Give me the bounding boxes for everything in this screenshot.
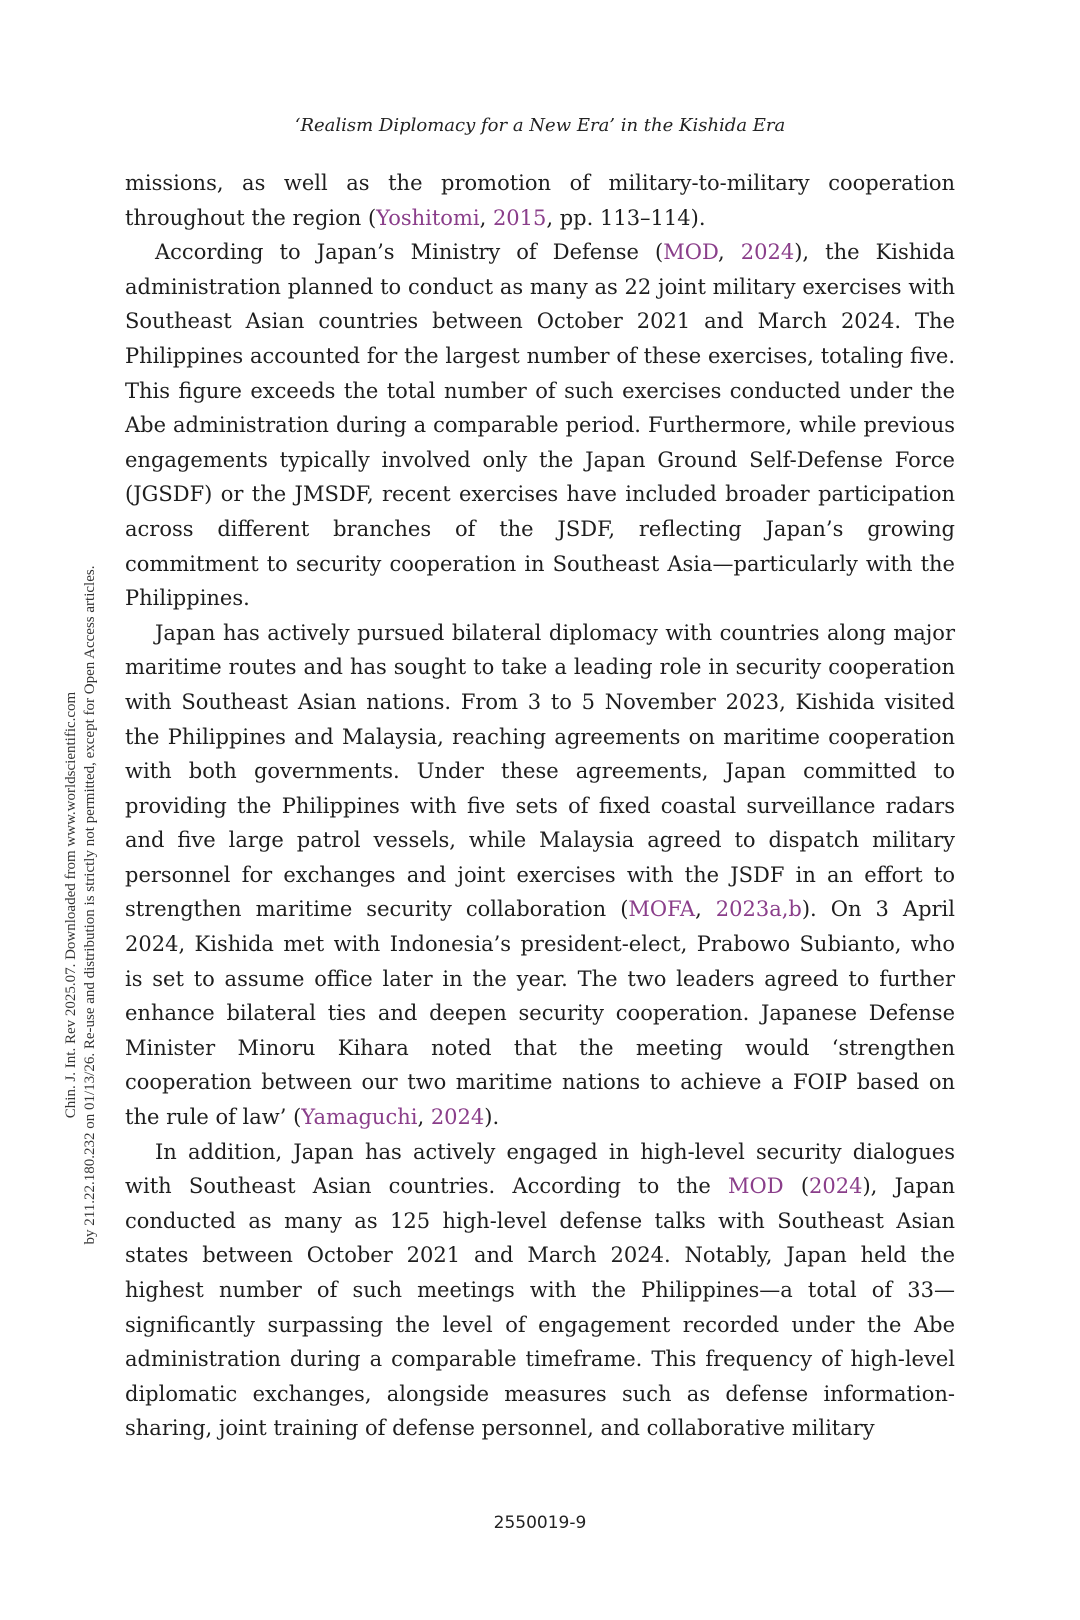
- running-head: ‘Realism Diplomacy for a New Era’ in the Kishida Era: [294, 115, 786, 136]
- paragraph-1: [125, 166, 955, 235]
- citation-link[interactable]: MOD: [728, 1174, 784, 1199]
- citation-link[interactable]: Yoshitomi: [376, 205, 480, 230]
- download-notice: [62, 405, 100, 1405]
- paragraph-text: ), the Kishida administration planned to conduct as many as 22 joint military exercises with Southeast Asian countries between October 2021 and March 2024. The Philippines accounted for the largest number of these exercises, totaling five. This figure exceeds the total number of such exercises conducted under the Abe administration during a comparable period. Furthermore, while previous engagements typically involved only the Japan Ground Self-Defense Force (JGSDF) or the JMSDF, recent exercises have included broader participation across different branches of the JSDF, reflecting Japan’s growing commitment to security cooperation in Southeast Asia—particularly with the Philippines.: [125, 240, 956, 611]
- paragraph-text: Japan has actively pursued bilateral diplomacy with countries along major maritime routes and has sought to take a leading role in security cooperation with Southeast Asian nations. From 3 to 5 November 2023, Kishida visited the Philippines and Malaysia, reaching agreements on maritime cooperation with both governments. Under these agreements, Japan committed to providing the Philippines with five sets of fixed coastal surveillance radars and five large patrol vessels, while Malaysia agreed to dispatch military personnel for exchanges and joint exercises with the JSDF in an effort to strengthen maritime security collaboration (: [125, 620, 955, 922]
- citation-link[interactable]: Yamaguchi: [301, 1105, 418, 1130]
- paragraph-text: ,: [479, 205, 493, 230]
- paragraph-text: ).: [484, 1105, 500, 1130]
- citation-link[interactable]: 2024: [740, 240, 795, 265]
- article-body: [125, 166, 955, 1446]
- paragraph-text: In addition, Japan has actively engaged in high-level security dialogues with Southeast Asian countries. According to the: [125, 1139, 955, 1199]
- paragraph-text: ,: [718, 240, 741, 265]
- citation-link[interactable]: 2024: [809, 1174, 863, 1199]
- paragraph-text: missions, as well as the promotion of military-to-military cooperation throughout the region (: [125, 171, 955, 230]
- page-number: 2550019-9: [493, 1513, 587, 1533]
- paragraph-text: (: [783, 1174, 810, 1199]
- citation-link[interactable]: MOD: [663, 240, 719, 265]
- paragraph-3: [125, 616, 955, 1135]
- paragraph-text: ,: [695, 897, 716, 922]
- citation-link[interactable]: MOFA: [628, 897, 696, 922]
- download-notice-line-2: by 211.22.180.232 on 01/13/26. Re-use and distribution is strictly not permitted, except for Open Access articles.: [82, 565, 98, 1245]
- paragraph-text: , pp. 113–114).: [546, 205, 706, 230]
- download-notice-line-1: Chin. J. Int. Rev 2025.07. Downloaded from www.worldscientific.com: [63, 691, 79, 1119]
- paragraph-text: ,: [417, 1105, 431, 1130]
- paragraph-text: ), Japan conducted as many as 125 high-level defense talks with Southeast Asian states between October 2021 and March 2024. Notably, Japan held the highest number of such meetings with the Philippines—a total of 33—significantly surpassing the level of engagement recorded under the Abe administration during a comparable timeframe. This frequency of high-level diplomatic exchanges, alongside measures such as defense information-sharing, joint training of defense personnel, and collaborative military: [125, 1174, 955, 1441]
- paragraph-2: [125, 235, 955, 616]
- citation-link[interactable]: 2015: [492, 205, 547, 230]
- paragraph-text: ). On 3 April 2024, Kishida met with Indonesia’s president-elect, Prabowo Subianto, who is set to assume office later in the year. The two leaders agreed to further enhance bilateral ties and deepen security cooperation. Japanese Defense Minister Minoru Kihara noted that the meeting would ‘strengthen cooperation between our two maritime nations to achieve a FOIP based on the rule of law’ (: [125, 897, 955, 1130]
- paragraph-4: [125, 1135, 955, 1446]
- paragraph-text: According to Japan’s Ministry of Defense (: [155, 240, 664, 265]
- citation-link[interactable]: 2024: [430, 1105, 485, 1130]
- citation-link[interactable]: 2023a,b: [715, 897, 802, 922]
